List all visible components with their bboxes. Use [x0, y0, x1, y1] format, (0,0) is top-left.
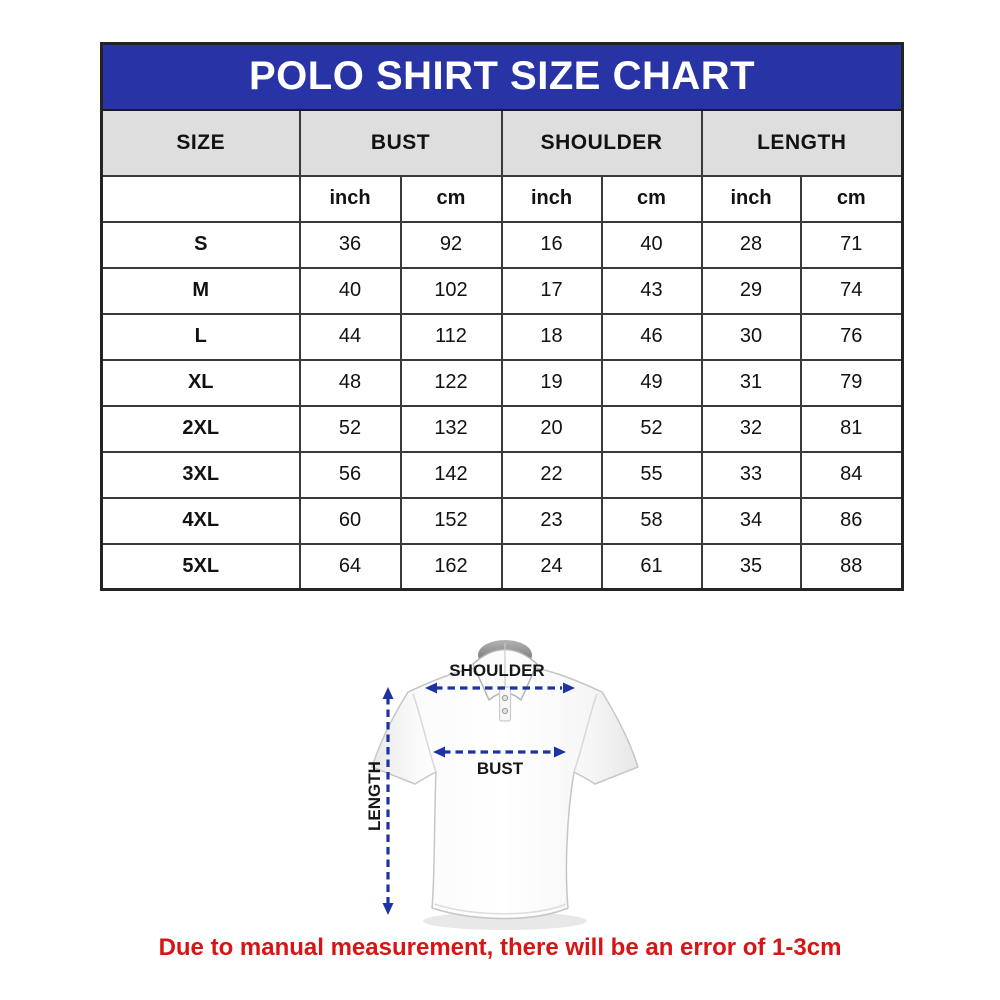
column-header-shoulder: SHOULDER	[502, 110, 702, 176]
measurement-cell: 79	[801, 360, 903, 406]
shoulder-label: SHOULDER	[449, 661, 545, 680]
size-cell: S	[102, 222, 300, 268]
measurement-cell: 22	[502, 452, 602, 498]
measurement-cell: 56	[300, 452, 401, 498]
measurement-cell: 60	[300, 498, 401, 544]
unit-header-bust-cm: cm	[401, 176, 502, 222]
measurement-cell: 30	[702, 314, 801, 360]
size-chart-table	[100, 42, 904, 591]
table-row	[102, 268, 903, 314]
button	[502, 708, 507, 713]
measurement-cell: 122	[401, 360, 502, 406]
measurement-cell: 19	[502, 360, 602, 406]
measurement-cell: 33	[702, 452, 801, 498]
length-arrowhead-top	[383, 687, 394, 699]
measurement-cell: 29	[702, 268, 801, 314]
measurement-cell: 48	[300, 360, 401, 406]
chart-title: POLO SHIRT SIZE CHART	[102, 44, 903, 110]
unit-header-shoulder-inch: inch	[502, 176, 602, 222]
placket	[500, 687, 511, 721]
size-cell: XL	[102, 360, 300, 406]
table-row	[102, 314, 903, 360]
size-cell: 3XL	[102, 452, 300, 498]
size-cell: 2XL	[102, 406, 300, 452]
column-header-bust: BUST	[300, 110, 502, 176]
measurement-cell: 23	[502, 498, 602, 544]
measurement-cell: 44	[300, 314, 401, 360]
size-cell: 4XL	[102, 498, 300, 544]
measurement-cell: 16	[502, 222, 602, 268]
measurement-cell: 49	[602, 360, 702, 406]
size-cell: M	[102, 268, 300, 314]
measurement-cell: 46	[602, 314, 702, 360]
measurement-cell: 102	[401, 268, 502, 314]
measurement-disclaimer: Due to manual measurement, there will be an error of 1-3cm	[158, 934, 842, 961]
measurement-cell: 20	[502, 406, 602, 452]
measurement-cell: 24	[502, 544, 602, 590]
size-cell: 5XL	[102, 544, 300, 590]
measurement-cell: 86	[801, 498, 903, 544]
measurement-cell: 112	[401, 314, 502, 360]
table-row	[102, 544, 903, 590]
measurement-cell: 31	[702, 360, 801, 406]
measurement-cell: 55	[602, 452, 702, 498]
column-header-size: SIZE	[102, 110, 300, 176]
measurement-cell: 52	[602, 406, 702, 452]
measurement-cell: 81	[801, 406, 903, 452]
table-row	[102, 498, 903, 544]
measurement-cell: 76	[801, 314, 903, 360]
table-row	[102, 360, 903, 406]
unit-header-bust-inch: inch	[300, 176, 401, 222]
unit-header-length-cm: cm	[801, 176, 903, 222]
length-label: LENGTH	[365, 761, 384, 831]
table-row	[102, 222, 903, 268]
unit-header-empty	[102, 176, 300, 222]
unit-header-length-inch: inch	[702, 176, 801, 222]
measurement-cell: 52	[300, 406, 401, 452]
table-row	[102, 452, 903, 498]
size-cell: L	[102, 314, 300, 360]
measurement-cell: 43	[602, 268, 702, 314]
table-row	[102, 406, 903, 452]
measurement-cell: 17	[502, 268, 602, 314]
column-header-length: LENGTH	[702, 110, 903, 176]
measurement-cell: 32	[702, 406, 801, 452]
measurement-cell: 152	[401, 498, 502, 544]
measurement-cell: 36	[300, 222, 401, 268]
polo-shirt-diagram	[335, 630, 675, 938]
measurement-cell: 40	[300, 268, 401, 314]
measurement-cell: 92	[401, 222, 502, 268]
measurement-cell: 64	[300, 544, 401, 590]
measurement-cell: 18	[502, 314, 602, 360]
bust-label: BUST	[476, 759, 524, 778]
length-arrowhead-bottom	[383, 903, 394, 915]
measurement-cell: 162	[401, 544, 502, 590]
measurement-cell: 88	[801, 544, 903, 590]
measurement-cell: 40	[602, 222, 702, 268]
measurement-cell: 61	[602, 544, 702, 590]
measurement-cell: 35	[702, 544, 801, 590]
measurement-cell: 74	[801, 268, 903, 314]
measurement-cell: 28	[702, 222, 801, 268]
measurement-cell: 71	[801, 222, 903, 268]
button	[502, 695, 507, 700]
measurement-cell: 132	[401, 406, 502, 452]
measurement-cell: 34	[702, 498, 801, 544]
measurement-cell: 58	[602, 498, 702, 544]
measurement-cell: 84	[801, 452, 903, 498]
unit-header-shoulder-cm: cm	[602, 176, 702, 222]
measurement-cell: 142	[401, 452, 502, 498]
